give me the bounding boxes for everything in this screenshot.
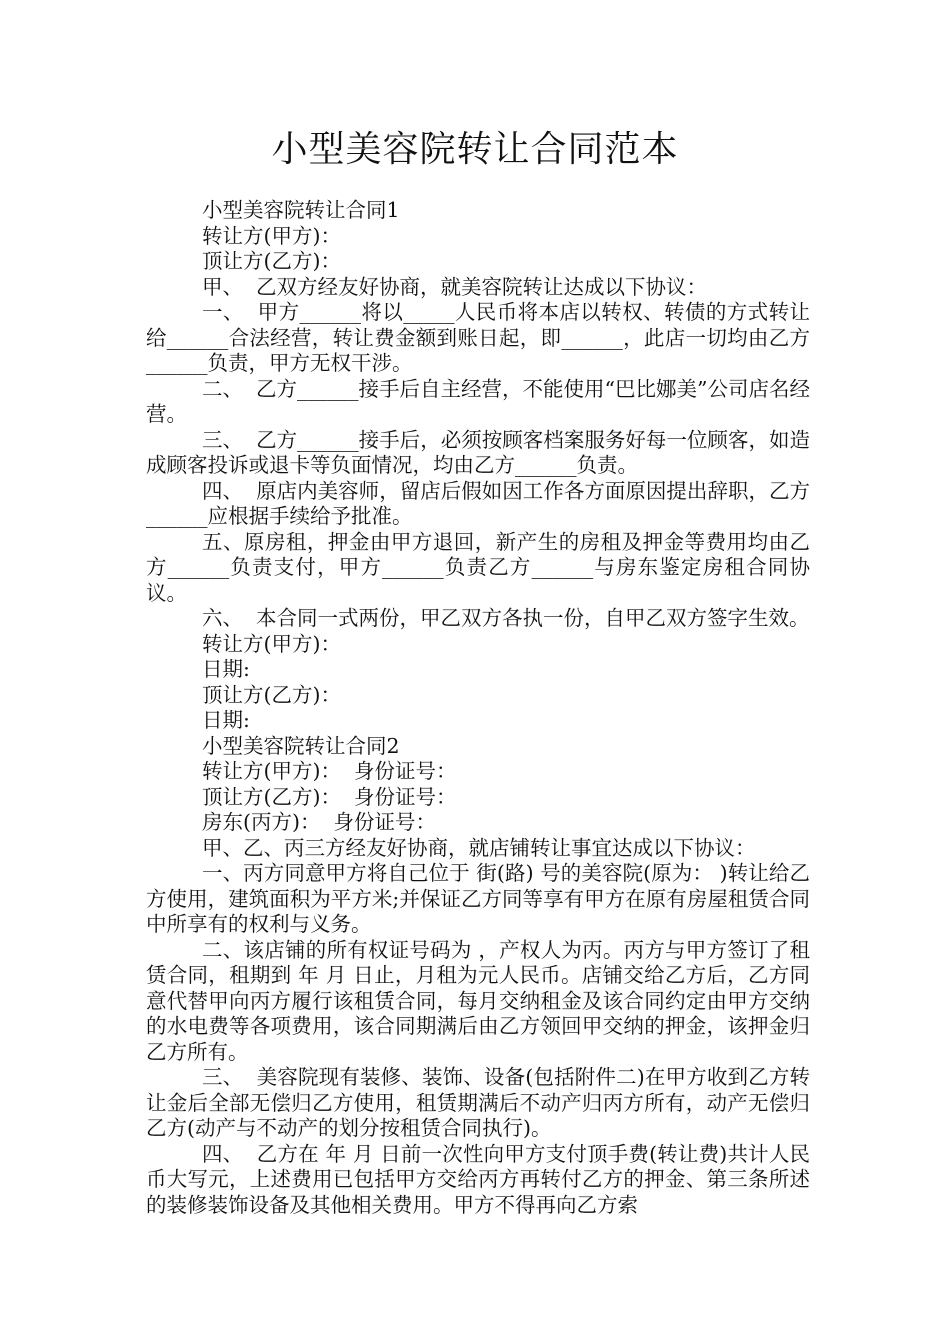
paragraph-agreement-intro-2: 甲、乙、丙三方经友好协商，就店铺转让事宜达成以下协议：: [202, 835, 756, 860]
paragraph-landlord-id: 房东(丙方)： 身份证号：: [202, 810, 437, 834]
paragraph-clause-3: 三、 乙方______接手后，必须按顾客档案服务好每一位顾客，如造成顾客投诉或退卡等负面情况，均由乙方______负责。: [146, 427, 810, 477]
paragraph-clause-2-4: 四、 乙方在 年 月 日前一次性向甲方支付顶手费(转让费)共计人民币大写元，上述费用已包括甲方交给丙方再转付乙方的押金、第三条所述的装修装饰设备及其他相关费用。甲方不得再向乙方索: [146, 1141, 810, 1217]
paragraph-clause-2: 二、 乙方______接手后自主经营，不能使用“巴比娜美”公司店名经营。: [146, 376, 810, 426]
paragraph-clause-5: 五、原房租，押金由甲方退回，新产生的房租及押金等费用均由乙方______负责支付，甲方______负责乙方______与房东鉴定房租合同协议。: [146, 529, 810, 605]
document-body: [146, 198, 810, 1218]
paragraph-contract1-heading: 小型美容院转让合同1: [202, 198, 400, 222]
paragraph-clause-2-3: 三、 美容院现有装修、装饰、设备(包括附件二)在甲方收到乙方转让金后全部无偿归乙方使用，租赁期满后不动产归丙方所有，动产无偿归乙方(动产与不动产的划分按租赁合同执行)。: [146, 1065, 810, 1140]
paragraph-clause-6: 六、 本合同一式两份，甲乙双方各执一份，自甲乙双方签字生效。: [202, 606, 810, 630]
paragraph-signature-transferee: 顶让方(乙方)：: [202, 682, 341, 707]
paragraph-transferee-id: 顶让方(乙方)： 身份证号：: [202, 784, 457, 809]
paragraph-signature-transferor: 转让方(甲方)：: [202, 631, 341, 656]
paragraph-contract2-heading: 小型美容院转让合同2: [202, 733, 400, 758]
paragraph-agreement-intro: 甲、 乙双方经友好协商，就美容院转让达成以下协议：: [202, 274, 708, 299]
paragraph-date-1: 日期:: [202, 657, 250, 681]
paragraph-date-2: 日期:: [202, 708, 250, 732]
paragraph-transferor: 转让方(甲方)：: [202, 223, 341, 248]
document-title: 小型美容院转让合同范本: [271, 129, 679, 170]
paragraph-transferor-id: 转让方(甲方)： 身份证号：: [202, 759, 457, 783]
paragraph-clause-2-1: 一、丙方同意甲方将自己位于 街(路) 号的美容院(原为： )转让给乙方使用，建筑面积为平方米;并保证乙方同等享有甲方在原有房屋租赁合同中所享有的权利与义务。: [146, 861, 810, 936]
paragraph-transferee: 顶让方(乙方)：: [202, 249, 341, 273]
paragraph-clause-4: 四、 原店内美容师，留店后假如因工作各方面原因提出辞职，乙方______应根据手续给予批准。: [146, 478, 810, 528]
paragraph-clause-1: 一、 甲方______将以_____人民币将本店以转权、转债的方式转让给______合法经营，转让费金额到账日起，即______，此店一切均由乙方______负责，甲方无权干涉。: [146, 300, 810, 375]
paragraph-clause-2-2: 二、该店铺的所有权证号码为 ，产权人为丙。丙方与甲方签订了租赁合同，租期到 年 月 日止，月租为元人民币。店铺交给乙方后，乙方同意代替甲向丙方履行该租赁合同，每月交纳租金及该合同约定由甲方交纳的水电费等各项费用，该合同期满后由乙方领回甲交纳的押金，该押金归乙方所有。: [146, 937, 810, 1064]
